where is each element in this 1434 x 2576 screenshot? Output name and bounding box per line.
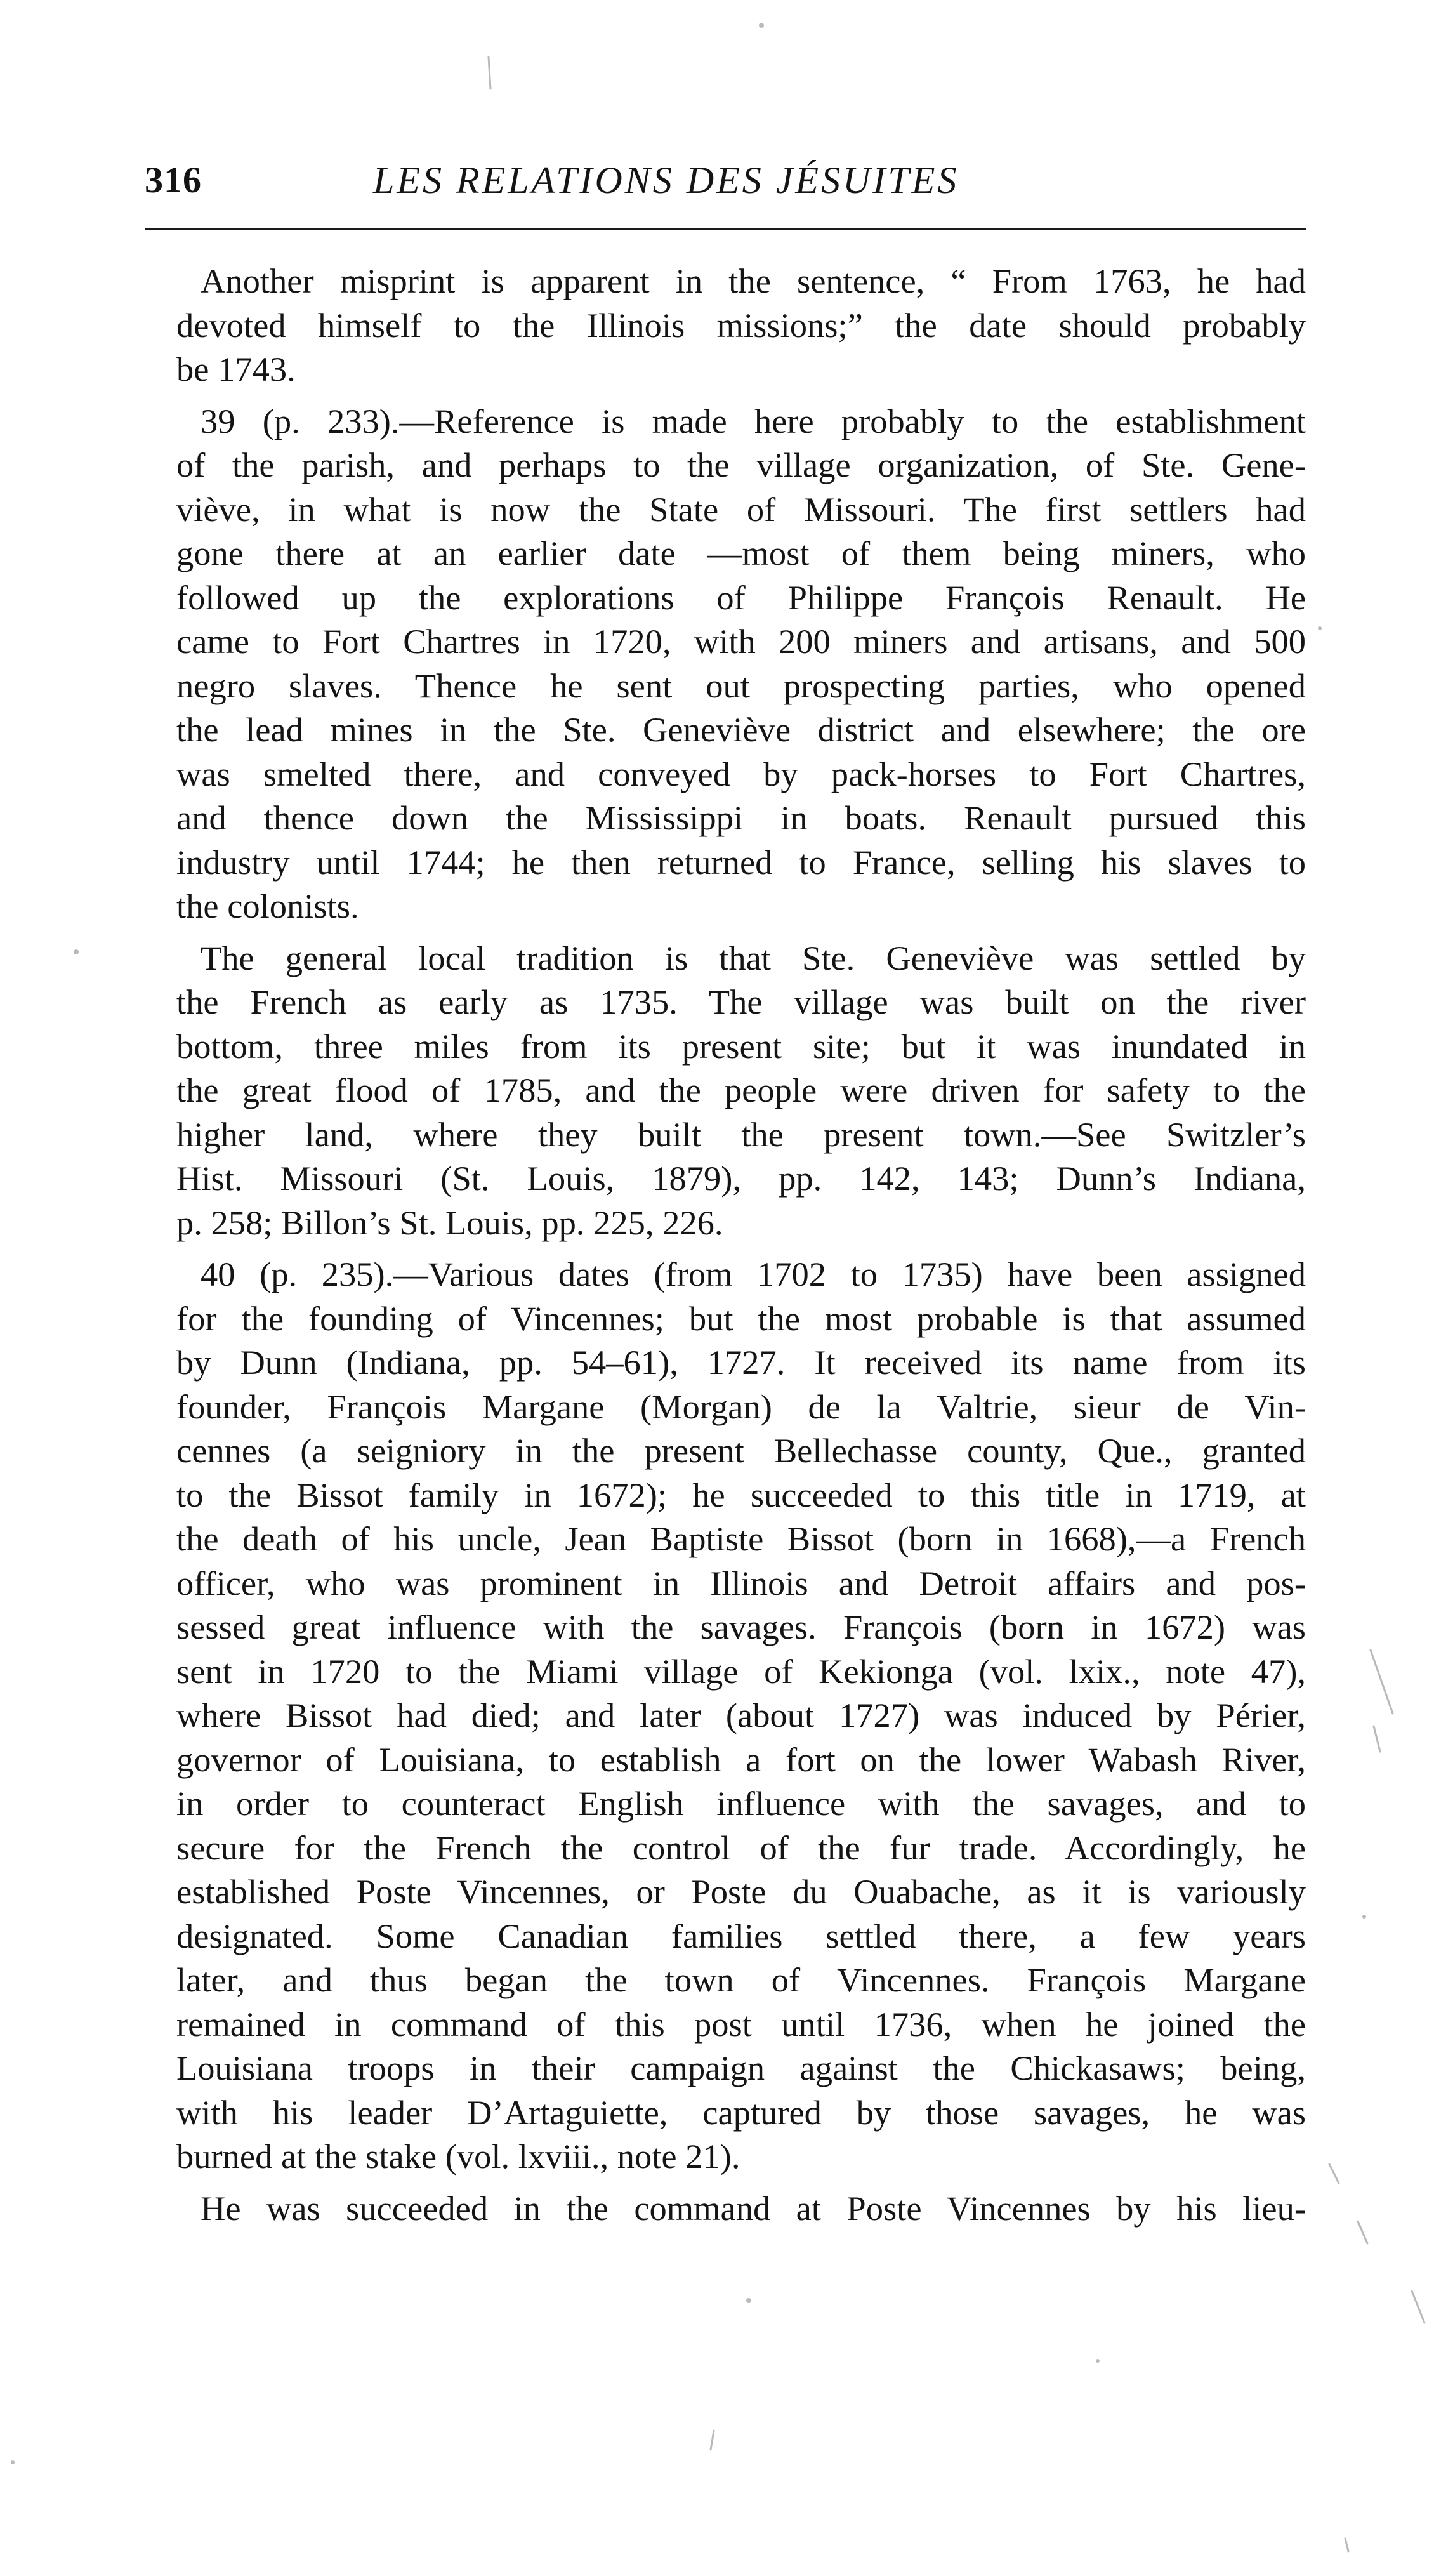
text-line: officer, who was prominent in Illinois and Detroit affairs and pos- [176,1563,1306,1602]
text-line: of the parish, and perhaps to the village organization, of Ste. Gene- [176,446,1306,484]
text-line: the great flood of 1785, and the people were driven for safety to the [176,1071,1306,1109]
text-line: Another misprint is apparent in the sentence, “ From 1763, he had [201,261,1306,300]
text-line: and thence down the Mississippi in boats. Renault pursued this [176,798,1306,837]
text-line: be 1743. [176,350,296,388]
text-line: governor of Louisiana, to establish a fort on the lower Wabash River, [176,1740,1306,1779]
text-line: 39 (p. 233).—Reference is made here probably to the establishment [201,401,1306,440]
text-line: founder, François Margane (Morgan) de la Valtrie, sieur de Vin- [176,1387,1306,1426]
text-line: burned at the stake (vol. lxviii., note 21). [176,2137,740,2176]
text-line: negro slaves. Thence he sent out prospecting parties, who opened [176,666,1306,705]
text-line: cennes (a seigniory in the present Bellechasse county, Que., granted [176,1431,1306,1470]
text-line: sent in 1720 to the Miami village of Kekionga (vol. lxix., note 47), [176,1651,1306,1691]
text-line: designated. Some Canadian families settled there, a few years [176,1916,1306,1955]
text-line: remained in command of this post until 1736, when he joined the [176,2004,1306,2044]
text-line: with his leader D’Artaguiette, captured by those savages, he was [176,2092,1306,2132]
page-number: 316 [145,159,202,201]
text-line: the French as early as 1735. The village was built on the river [176,982,1306,1021]
text-line: devoted himself to the Illinois missions;” the date should probably [176,305,1306,345]
text-line: the death of his uncle, Jean Baptiste Bissot (born in 1668),—a French [176,1519,1306,1558]
text-line: the lead mines in the Ste. Geneviève district and elsewhere; the ore [176,710,1306,749]
text-line: gone there at an earlier date —most of them being miners, who [176,534,1306,572]
text-line: followed up the explorations of Philippe François Renault. He [176,578,1306,617]
text-line: The general local tradition is that Ste. Geneviève was settled by [201,938,1306,977]
text-line: 40 (p. 235).—Various dates (from 1702 to 1735) have been assigned [201,1255,1306,1293]
text-line: for the founding of Vincennes; but the most probable is that assumed [176,1298,1306,1338]
text-line: later, and thus began the town of Vincennes. François Margane [176,1960,1306,1999]
text-line: sessed great influence with the savages. François (born in 1672) was [176,1608,1306,1646]
text-line: higher land, where they built the present town.—See Switzler’s [176,1114,1306,1154]
text-line: industry until 1744; he then returned to France, selling his slaves to [176,842,1306,882]
text-line: secure for the French the control of the fur trade. Accordingly, he [176,1828,1306,1867]
text-line: He was succeeded in the command at Poste Vincennes by his lieu- [201,2188,1306,2228]
running-title: LES RELATIONS DES JÉSUITES [373,159,959,201]
text-line: viève, in what is now the State of Missouri. The first settlers had [176,489,1306,529]
text-line: Hist. Missouri (St. Louis, 1879), pp. 142, 143; Dunn’s Indiana, [176,1159,1306,1198]
text-line: was smelted there, and conveyed by pack-horses to Fort Chartres, [176,754,1306,793]
text-line: where Bissot had died; and later (about 1727) was induced by Périer, [176,1696,1306,1734]
text-line: the colonists. [176,887,359,925]
text-line: came to Fort Chartres in 1720, with 200 miners and artisans, and 500 [176,622,1306,661]
text-line: bottom, three miles from its present site; but it was inundated in [176,1026,1306,1066]
text-line: in order to counteract English influence with the savages, and to [176,1784,1306,1823]
text-line: by Dunn (Indiana, pp. 54–61), 1727. It received its name from its [176,1343,1306,1382]
text-line: Louisiana troops in their campaign against the Chickasaws; being, [176,2049,1306,2087]
text-line: to the Bissot family in 1672); he succeeded to this title in 1719, at [176,1475,1306,1514]
text-line: p. 258; Billon’s St. Louis, pp. 225, 226. [176,1203,723,1242]
text-line: established Poste Vincennes, or Poste du Ouabache, as it is variously [176,1872,1306,1911]
